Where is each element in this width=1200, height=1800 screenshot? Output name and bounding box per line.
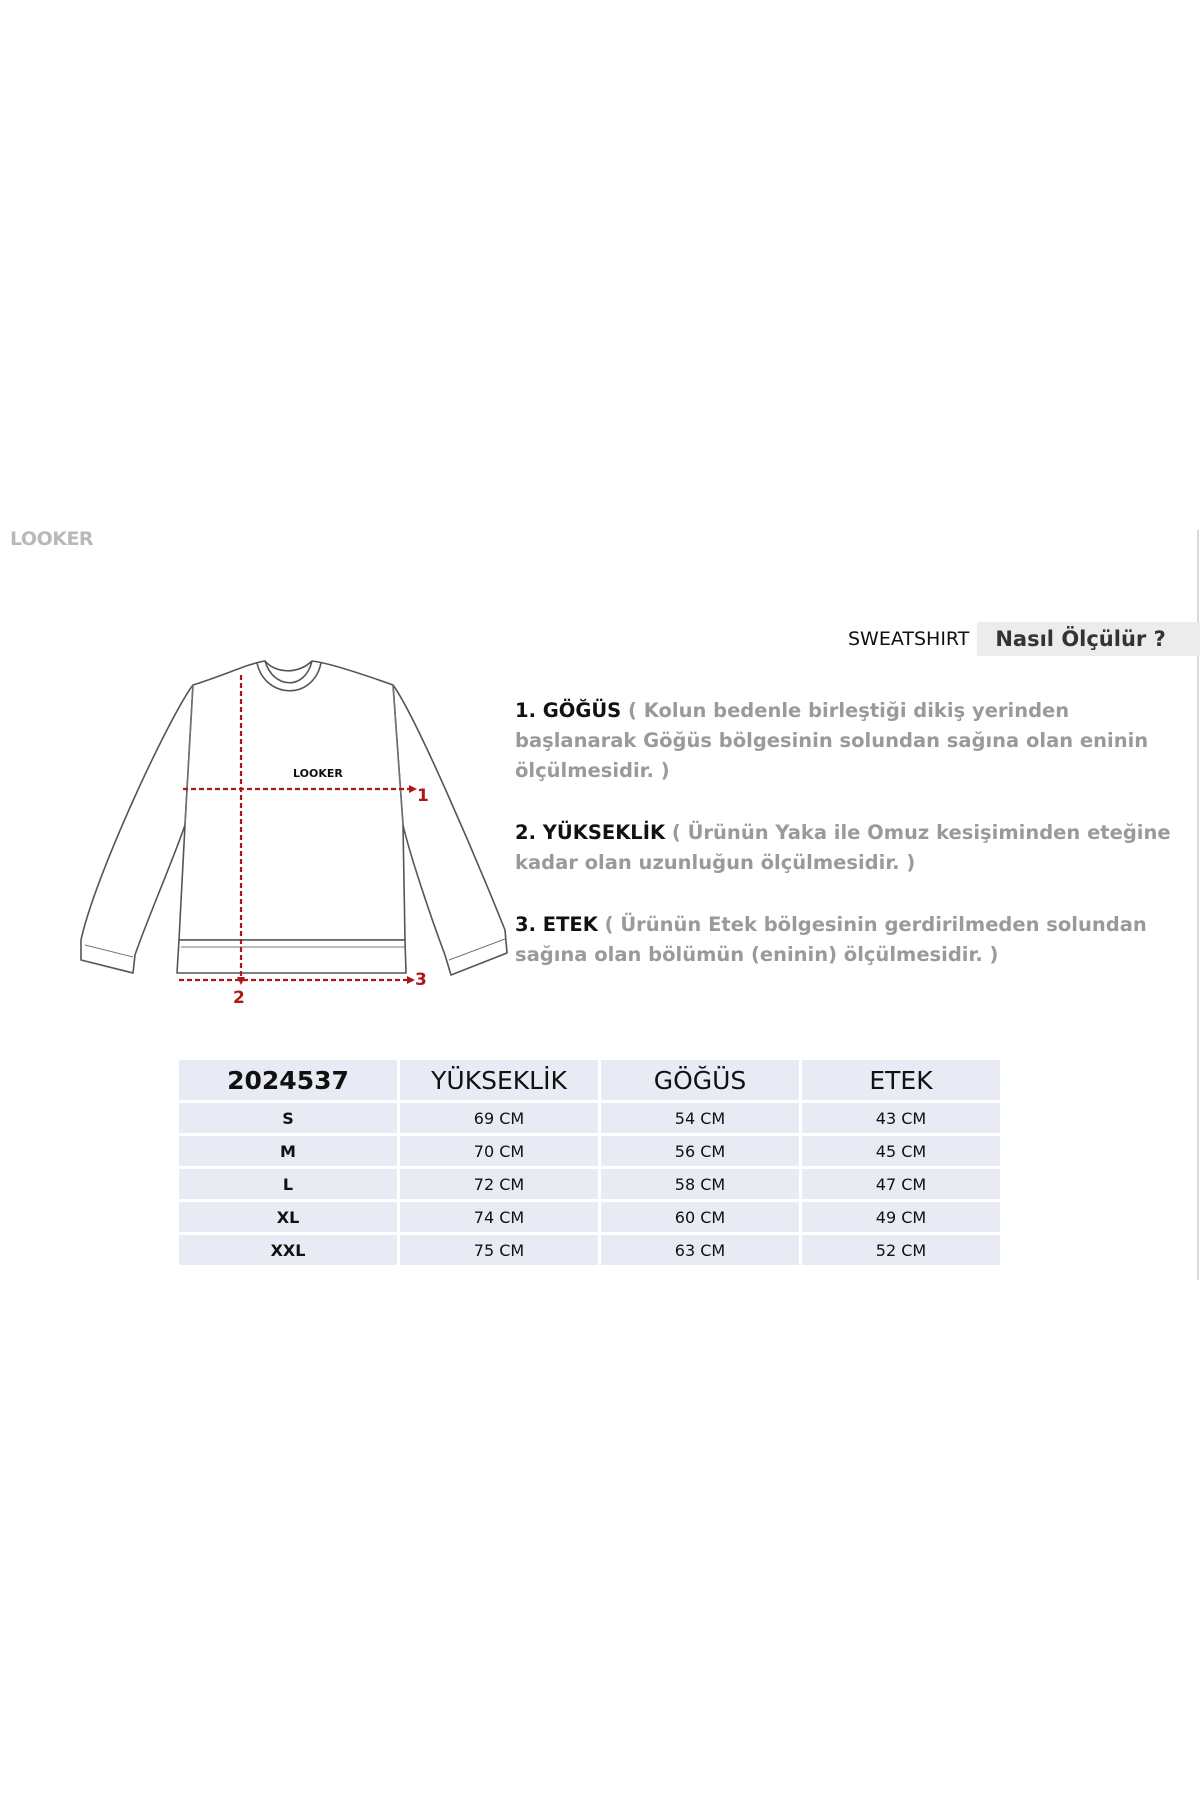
header-hem: ETEK xyxy=(802,1060,1000,1100)
table-row xyxy=(179,1169,1000,1199)
table-row xyxy=(179,1103,1000,1133)
instruction-text: ( Kolun bedenle birleştiği dikiş yerinden başlanarak Göğüs bölgesinin solundan sağına olan eninin ölçülmesidir. ) xyxy=(515,699,1149,782)
measurement-instructions xyxy=(515,696,1195,1002)
measure-title: Nasıl Ölçülür ? xyxy=(977,622,1200,656)
marker-2: 2 xyxy=(233,988,245,1008)
size-cell: M xyxy=(179,1136,397,1166)
chest-cell: 60 CM xyxy=(601,1202,799,1232)
instruction-chest xyxy=(515,696,1195,786)
instruction-height xyxy=(515,818,1195,878)
marker-3: 3 xyxy=(415,970,427,990)
instruction-heading: 2. YÜKSEKLİK xyxy=(515,821,666,844)
sweatshirt-diagram xyxy=(75,655,515,1015)
chest-cell: 54 CM xyxy=(601,1103,799,1133)
marker-1: 1 xyxy=(417,786,429,806)
instruction-heading: 1. GÖĞÜS xyxy=(515,699,622,722)
height-cell: 75 CM xyxy=(400,1235,598,1265)
header-chest: GÖĞÜS xyxy=(601,1060,799,1100)
hem-cell: 47 CM xyxy=(802,1169,1000,1199)
header-product-code: 2024537 xyxy=(179,1060,397,1100)
height-cell: 74 CM xyxy=(400,1202,598,1232)
hem-cell: 45 CM xyxy=(802,1136,1000,1166)
table-header-row xyxy=(179,1060,1000,1100)
height-cell: 69 CM xyxy=(400,1103,598,1133)
chest-cell: 63 CM xyxy=(601,1235,799,1265)
hem-cell: 52 CM xyxy=(802,1235,1000,1265)
chest-cell: 58 CM xyxy=(601,1169,799,1199)
instruction-hem xyxy=(515,910,1195,970)
height-cell: 72 CM xyxy=(400,1169,598,1199)
header-row xyxy=(848,622,1200,656)
sweatshirt-illustration xyxy=(75,655,515,1015)
chest-logo-text: LOOKER xyxy=(293,767,343,780)
table-row xyxy=(179,1235,1000,1265)
instruction-text: ( Ürünün Yaka ile Omuz kesişiminden eteğine kadar olan uzunluğun ölçülmesidir. ) xyxy=(515,821,1171,874)
size-cell: XL xyxy=(179,1202,397,1232)
header-height: YÜKSEKLİK xyxy=(400,1060,598,1100)
chest-cell: 56 CM xyxy=(601,1136,799,1166)
size-cell: L xyxy=(179,1169,397,1199)
brand-logo: LOOKER xyxy=(10,528,94,550)
size-chart-table xyxy=(176,1057,1003,1268)
hem-cell: 49 CM xyxy=(802,1202,1000,1232)
height-cell: 70 CM xyxy=(400,1136,598,1166)
instruction-text: ( Ürünün Etek bölgesinin gerdirilmeden solundan sağına olan bölümün (eninin) ölçülmesidir. ) xyxy=(515,913,1147,966)
size-cell: XXL xyxy=(179,1235,397,1265)
product-type-label: SWEATSHIRT xyxy=(848,628,970,650)
table-row xyxy=(179,1136,1000,1166)
table-row xyxy=(179,1202,1000,1232)
size-cell: S xyxy=(179,1103,397,1133)
hem-cell: 43 CM xyxy=(802,1103,1000,1133)
instruction-heading: 3. ETEK xyxy=(515,913,598,936)
